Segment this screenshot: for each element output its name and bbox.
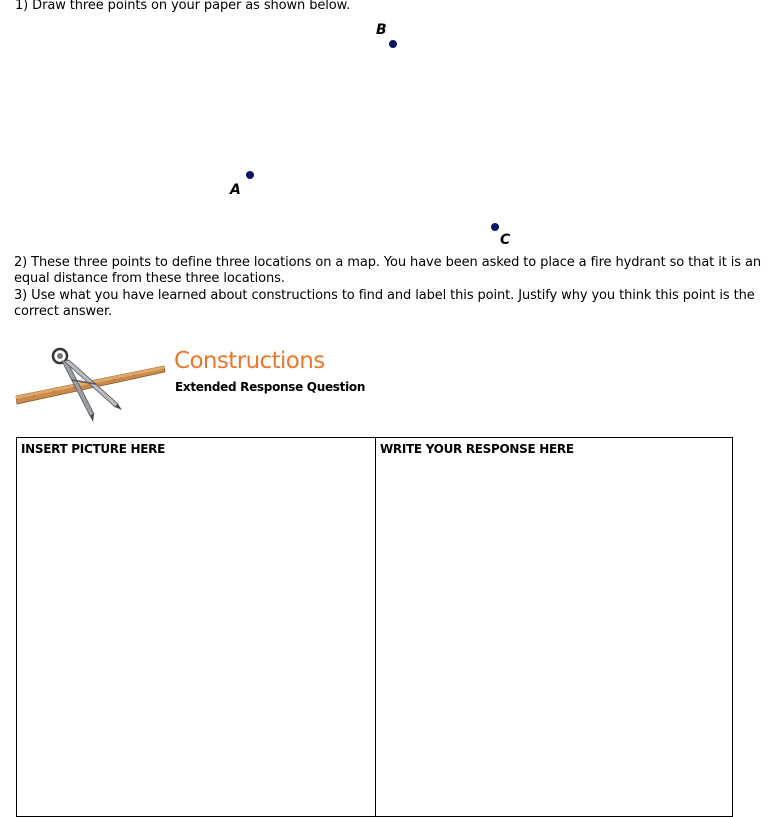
point-c xyxy=(491,223,499,231)
response-table xyxy=(16,437,733,817)
response-area[interactable] xyxy=(376,438,732,816)
instruction-step-3-line-2: correct answer. xyxy=(14,304,113,319)
instruction-step-2-line-2: equal distance from these three locations. xyxy=(14,271,285,286)
header-subtitle: Extended Response Question xyxy=(175,380,366,394)
instruction-step-3-line-1: 3) Use what you have learned about constructions to find and label this point. Justify why you think this point is the xyxy=(14,288,755,303)
response-area-label: WRITE YOUR RESPONSE HERE xyxy=(380,442,574,456)
instruction-step-1: 1) Draw three points on your paper as shown below. xyxy=(15,0,351,13)
point-a xyxy=(246,171,254,179)
point-a-label: A xyxy=(230,182,241,198)
point-b xyxy=(389,40,397,48)
header-title: Constructions xyxy=(174,348,325,374)
picture-area-label: INSERT PICTURE HERE xyxy=(21,442,166,456)
point-c-label: C xyxy=(500,232,511,248)
picture-area[interactable] xyxy=(17,438,376,816)
instruction-step-2-line-1: 2) These three points to define three locations on a map. You have been asked to place a fire hydrant so that it is an xyxy=(14,255,761,270)
point-b-label: B xyxy=(376,22,387,38)
compass-and-ruler-icon xyxy=(14,344,166,424)
